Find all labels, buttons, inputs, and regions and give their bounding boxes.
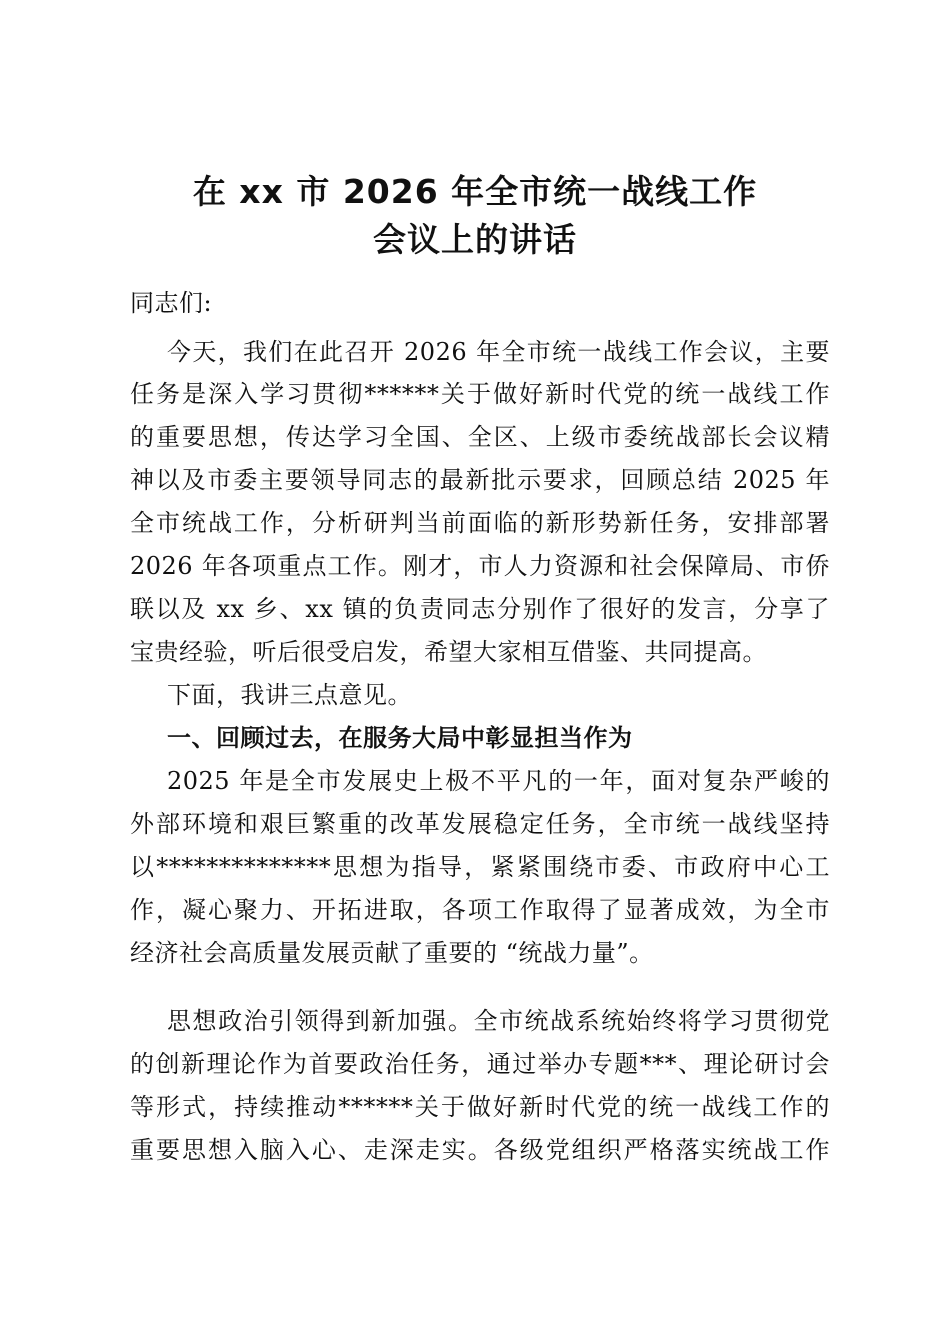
body-line: 2026 年各项重点工作。刚才，市人力资源和社会保障局、市侨 [130, 552, 830, 580]
body-line: 今天，我们在此召开 2026 年全市统一战线工作会议，主要 [167, 338, 830, 366]
salutation: 同志们: [130, 289, 213, 317]
body-line: 外部环境和艰巨繁重的改革发展稳定任务，全市统一战线坚持 [130, 810, 830, 838]
body-line: 重要思想入脑入心、走深走实。各级党组织严格落实统战工作 [130, 1136, 830, 1164]
body-line: 全市统战工作，分析研判当前面临的新形势新任务，安排部署 [130, 509, 830, 537]
body-line: 联以及 xx 乡、xx 镇的负责同志分别作了很好的发言，分享了 [130, 595, 830, 623]
section-heading: 一、回顾过去，在服务大局中彰显担当作为 [167, 724, 633, 752]
body-line: 作，凝心聚力、开拓进取，各项工作取得了显著成效，为全市 [130, 896, 830, 924]
body-line: 经济社会高质量发展贡献了重要的 “统战力量”。 [130, 939, 654, 967]
body-line: 2025 年是全市发展史上极不平凡的一年，面对复杂严峻的 [167, 767, 830, 795]
body-line: 下面，我讲三点意见。 [167, 681, 412, 709]
body-line: 宝贵经验，听后很受启发，希望大家相互借鉴、共同提高。 [130, 638, 767, 666]
document-title-line-2: 会议上的讲话 [373, 220, 577, 259]
body-line: 思想政治引领得到新加强。全市统战系统始终将学习贯彻党 [167, 1007, 830, 1035]
body-line: 以**************思想为指导，紧紧围绕市委、市政府中心工 [130, 853, 830, 881]
document-title-line-1: 在 xx 市 2026 年全市统一战线工作 [192, 172, 758, 211]
body-line: 等形式，持续推动******关于做好新时代党的统一战线工作的 [130, 1093, 830, 1121]
body-line: 的创新理论作为首要政治任务，通过举办专题***、理论研讨会 [130, 1050, 830, 1078]
body-line: 任务是深入学习贯彻******关于做好新时代党的统一战线工作 [130, 380, 830, 408]
body-line: 的重要思想，传达学习全国、全区、上级市委统战部长会议精 [130, 423, 830, 451]
body-line: 神以及市委主要领导同志的最新批示要求，回顾总结 2025 年 [130, 466, 830, 494]
